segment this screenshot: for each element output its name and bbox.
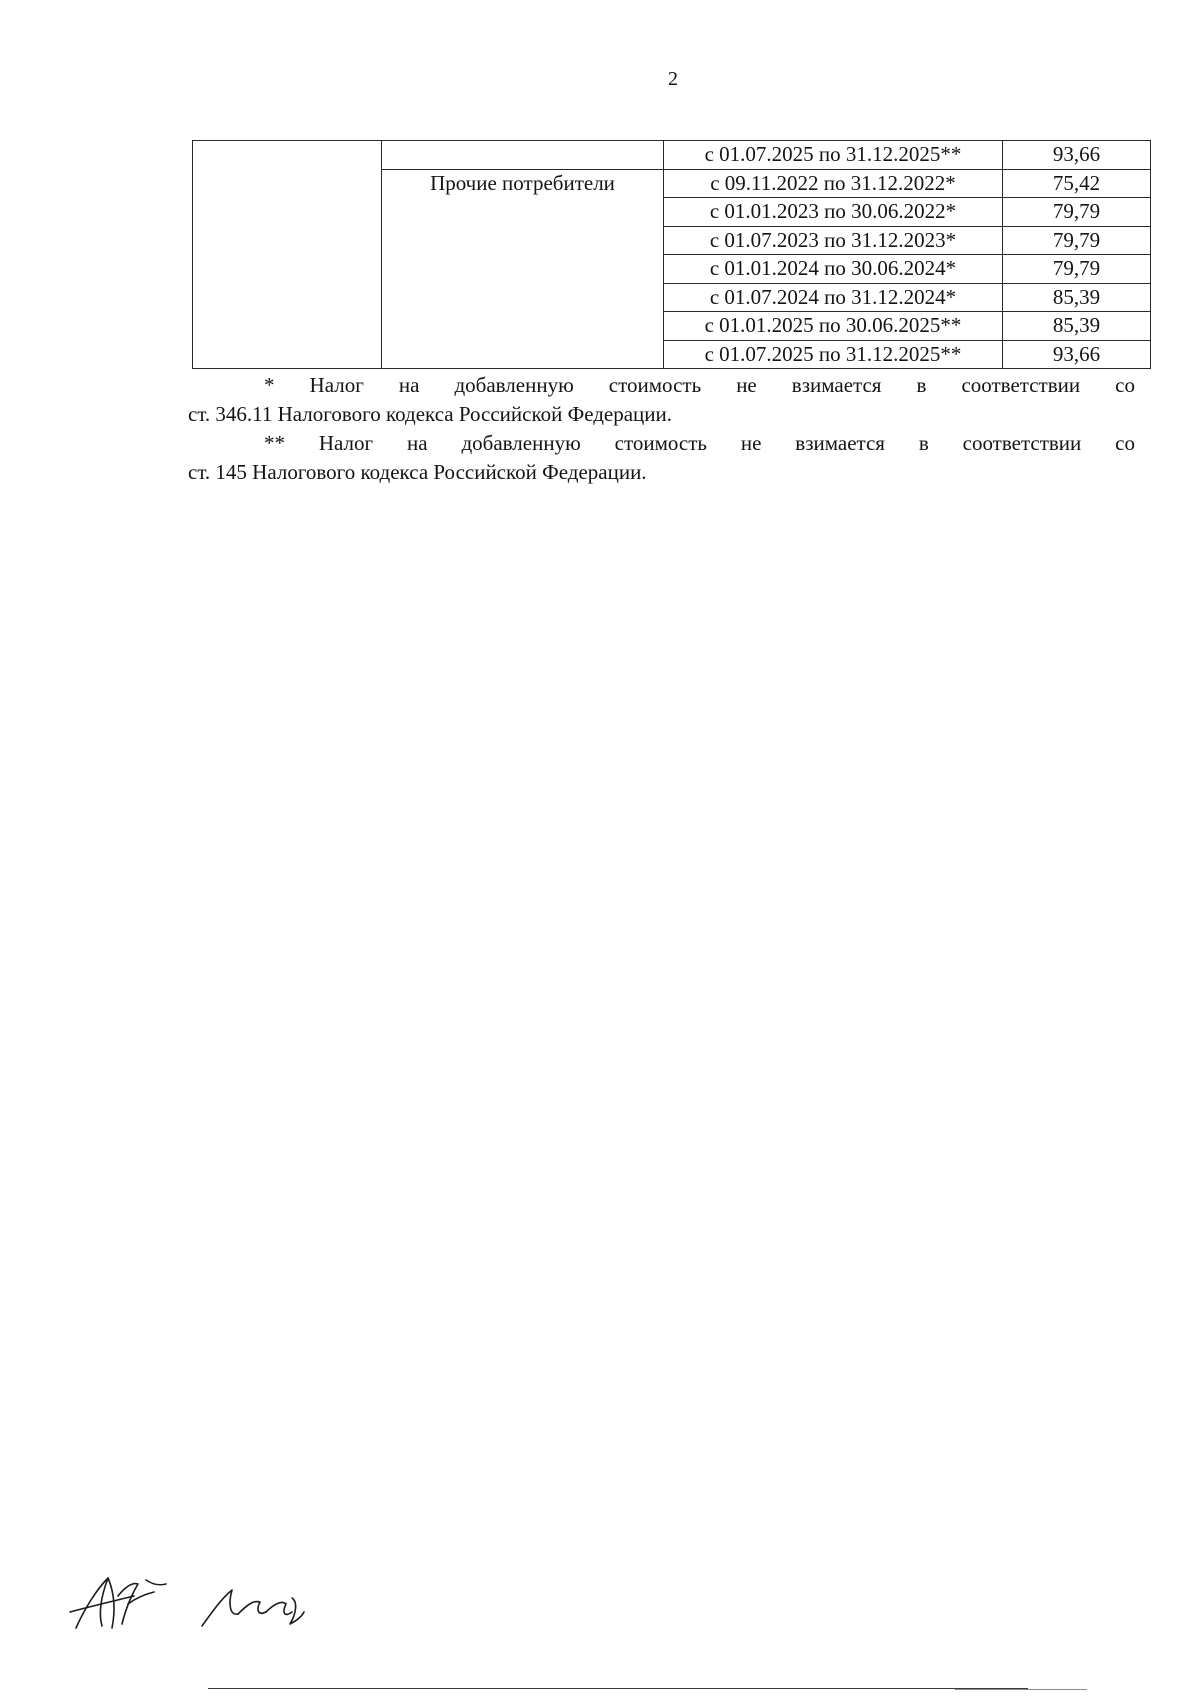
period-cell: с 01.07.2023 по 31.12.2023*	[664, 226, 1003, 255]
bottom-rule-right	[955, 1689, 1087, 1690]
footnote-2-line-2: ст. 145 Налогового кодекса Российской Федерации.	[188, 460, 647, 484]
period-cell: с 01.07.2024 по 31.12.2024*	[664, 283, 1003, 312]
table-row	[193, 141, 1151, 170]
handwritten-signature	[62, 1568, 362, 1638]
period-cell: с 01.07.2025 по 31.12.2025**	[664, 340, 1003, 369]
footnotes	[188, 371, 1135, 487]
footnote-2-line-1: ** Налог на добавленную стоимость не взимается в соответствии со	[264, 431, 1135, 455]
tariff-value-cell: 93,66	[1003, 141, 1151, 170]
bottom-rule	[208, 1688, 1028, 1689]
tariff-value-cell: 79,79	[1003, 255, 1151, 284]
tariff-value-cell: 79,79	[1003, 226, 1151, 255]
page-number: 2	[668, 68, 678, 90]
footnote-1-line-2: ст. 346.11 Налогового кодекса Российской Федерации.	[188, 402, 673, 426]
tariff-value-cell: 85,39	[1003, 283, 1151, 312]
period-cell: с 01.01.2024 по 30.06.2024*	[664, 255, 1003, 284]
tariff-value-cell: 79,79	[1003, 198, 1151, 227]
period-cell: с 01.07.2025 по 31.12.2025**	[664, 141, 1003, 170]
period-cell: с 09.11.2022 по 31.12.2022*	[664, 169, 1003, 198]
period-cell: с 01.01.2025 по 30.06.2025**	[664, 312, 1003, 341]
category-cell	[193, 141, 382, 369]
tariff-value-cell: 75,42	[1003, 169, 1151, 198]
tariff-value-cell: 85,39	[1003, 312, 1151, 341]
consumer-group-cell: Прочие потребители	[382, 169, 664, 369]
period-cell: с 01.01.2023 по 30.06.2022*	[664, 198, 1003, 227]
footnote-1-line-1: * Налог на добавленную стоимость не взимается в соответствии со	[264, 373, 1135, 397]
tariff-table	[192, 140, 1151, 369]
tariff-value-cell: 93,66	[1003, 340, 1151, 369]
consumer-cell-empty	[382, 141, 664, 170]
